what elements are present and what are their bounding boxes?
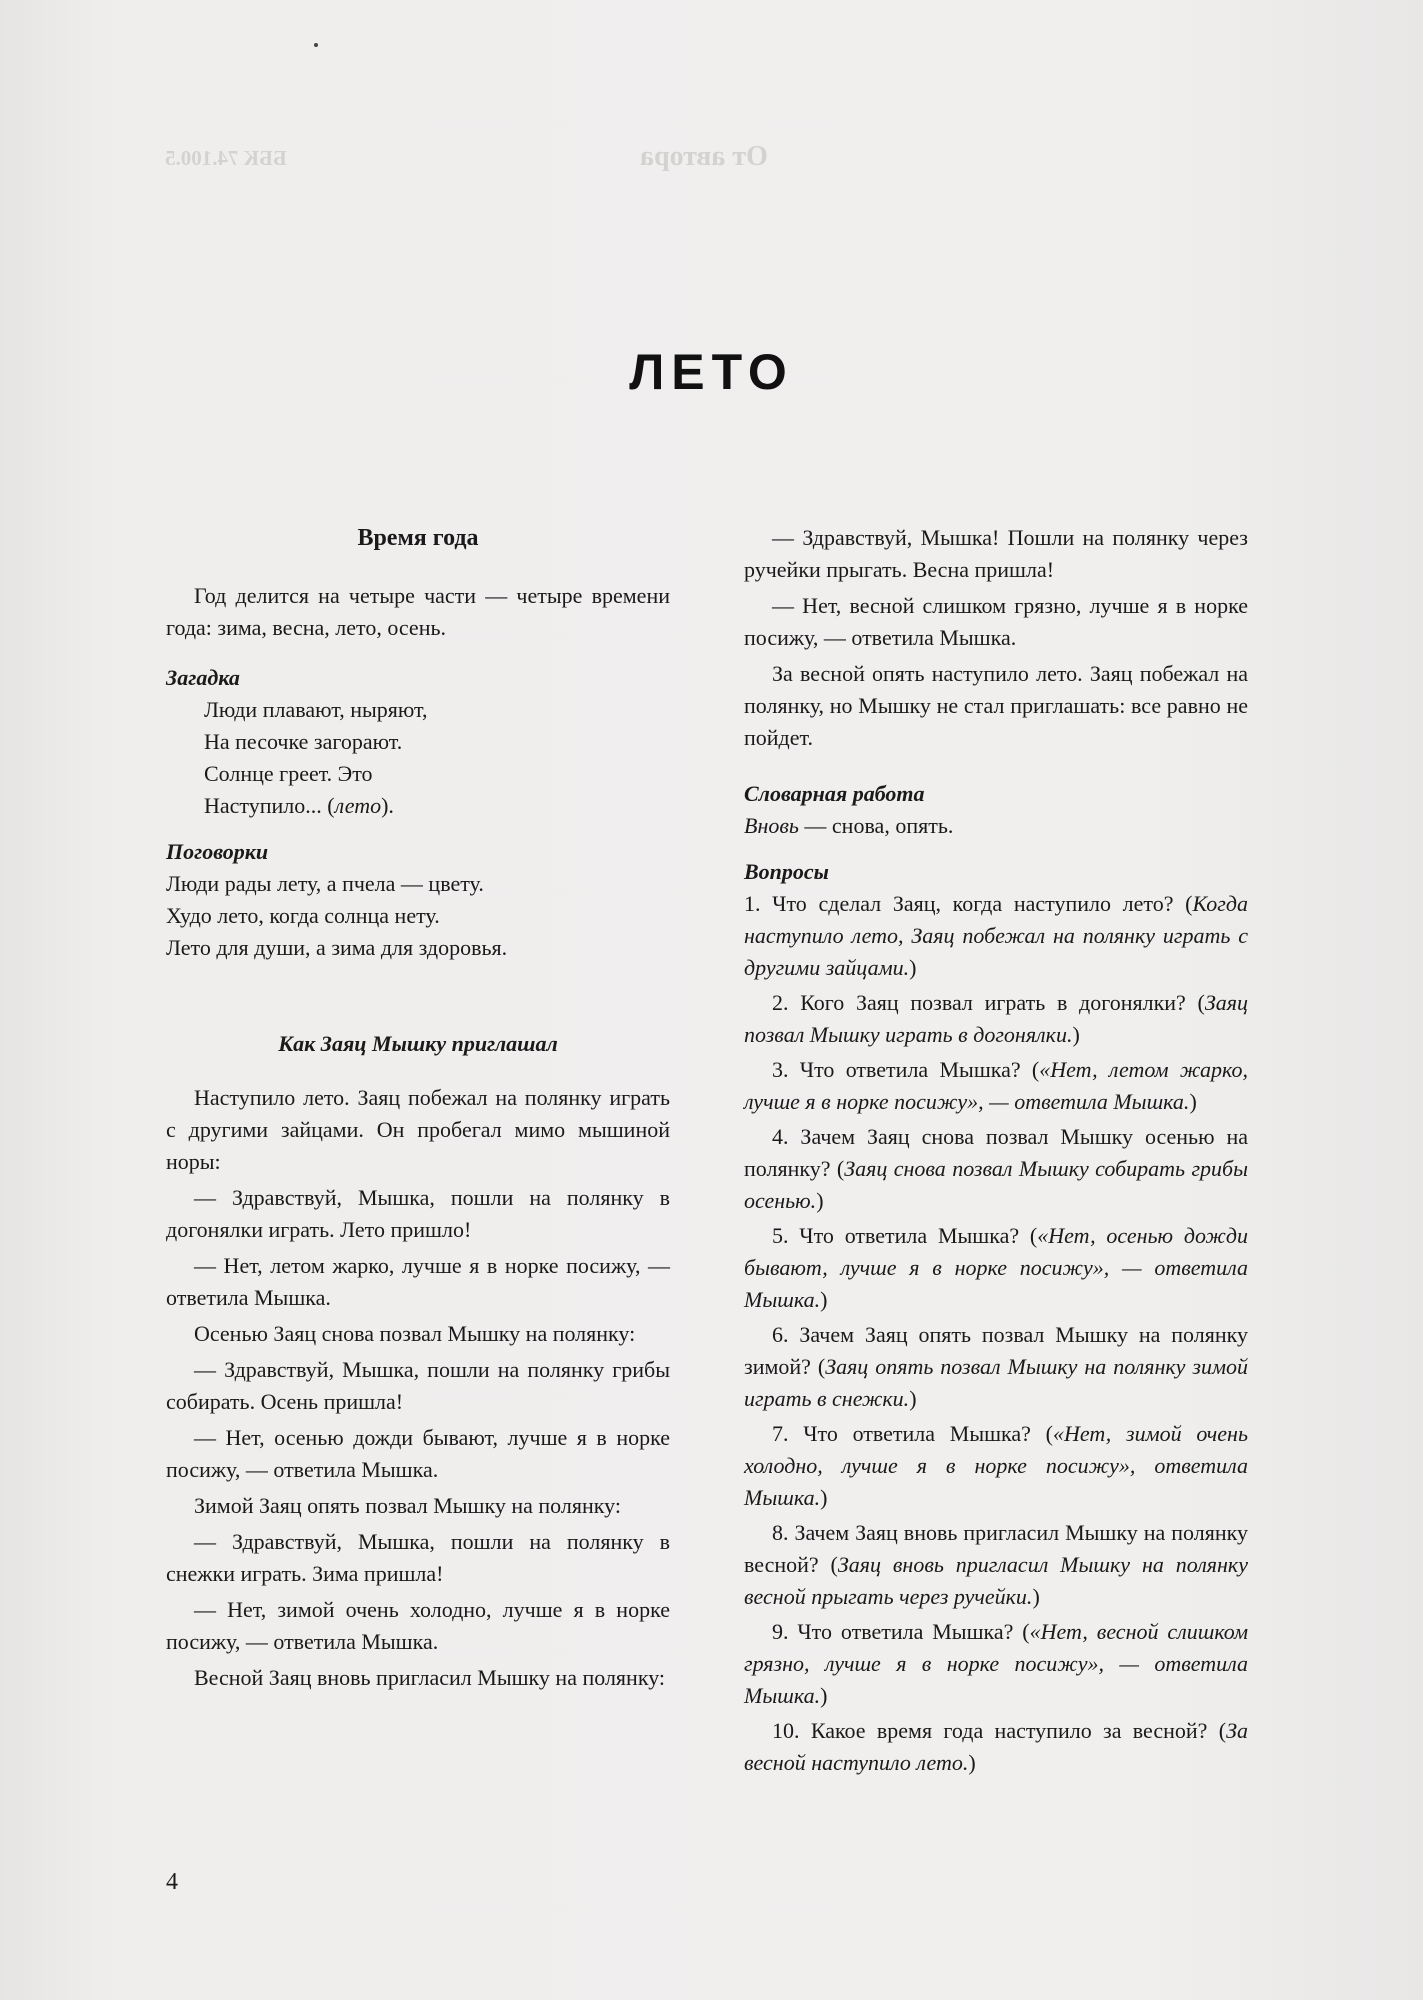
vocab-entry (744, 810, 1248, 842)
questions-list (744, 888, 1248, 1779)
riddle-line: Люди плавают, ныряют, (204, 697, 428, 722)
question-answer: «Нет, летом жарко, лучше я в норке посижу», — ответила Мышка. (744, 1057, 1248, 1114)
question-text: 6. Зачем Заяц опять позвал Мышку на полянку зимой? ( (744, 1322, 1248, 1379)
riddle-answer: лето (334, 793, 382, 818)
riddle-line: На песочке загорают. (204, 729, 403, 754)
story-paragraph: Зимой Заяц опять позвал Мышку на полянку: (194, 1493, 621, 1518)
sayings (166, 868, 670, 964)
vocab-definition: — снова, опять. (798, 813, 954, 838)
story-paragraph: — Нет, зимой очень холодно, лучше я в норке посижу, — ответила Мышка. (166, 1597, 670, 1654)
question-answer: Заяц вновь пригласил Мышку на полянку весной прыгать через ручейки. (744, 1552, 1248, 1609)
question (744, 1517, 1248, 1613)
question-end: ) (820, 1485, 828, 1510)
intro-paragraph: Год делится на четыре части — четыре времени года: зима, весна, лето, осень. (166, 583, 670, 640)
question-end: ) (909, 1386, 917, 1411)
question-text: 2. Кого Заяц позвал играть в догонялки? ( (772, 990, 1205, 1015)
riddle-label: Загадка (166, 665, 240, 690)
left-column (166, 522, 670, 1698)
question (744, 987, 1248, 1051)
question-end: ) (1072, 1022, 1080, 1047)
question-text: 3. Что ответила Мышка? ( (772, 1057, 1040, 1082)
riddle-line (166, 790, 670, 822)
question-text: 5. Что ответила Мышка? ( (772, 1223, 1038, 1248)
question-answer: Когда наступило лето, Заяц побежал на полянку играть с другими зайцами. (744, 891, 1248, 980)
question (744, 1054, 1248, 1118)
saying: Лето для души, а зима для здоровья. (166, 935, 508, 960)
story-paragraph: — Здравствуй, Мышка, пошли на полянку в снежки играть. Зима пришла! (166, 1529, 670, 1586)
question-text: 8. Зачем Заяц вновь пригласил Мышку на полянку весной? ( (744, 1520, 1248, 1577)
question-text: 7. Что ответила Мышка? ( (772, 1421, 1053, 1446)
story-paragraph: — Здравствуй, Мышка! Пошли на полянку через ручейки прыгать. Весна пришла! (744, 525, 1248, 582)
question (744, 1121, 1248, 1217)
question-answer: Заяц снова позвал Мышку собирать грибы осенью. (744, 1156, 1248, 1213)
page-number: 4 (166, 1869, 178, 1895)
question-end: ) (1189, 1089, 1197, 1114)
question (744, 1220, 1248, 1316)
question-end: ) (820, 1287, 828, 1312)
question (744, 1319, 1248, 1415)
bleed-through-heading: От автора (640, 141, 768, 172)
page-title: ЛЕТО (629, 344, 794, 400)
riddle-line: Солнце греет. Это (204, 761, 373, 786)
ink-dot (314, 43, 318, 47)
question-end: ) (1032, 1584, 1040, 1609)
riddle-text: Наступило... ( (204, 793, 335, 818)
story-paragraph: Весной Заяц вновь пригласил Мышку на полянку: (194, 1665, 666, 1690)
questions-label: Вопросы (744, 859, 829, 884)
story-paragraph: Наступило лето. Заяц побежал на полянку играть с другими зайцами. Он пробегал мимо мышиной норы: (166, 1085, 670, 1174)
story-paragraph: Осенью Заяц снова позвал Мышку на полянку: (194, 1321, 636, 1346)
question-answer: За весной наступило лето. (744, 1718, 1248, 1775)
question-answer: «Нет, осенью дожди бывают, лучше я в норке посижу», — ответила Мышка. (744, 1223, 1248, 1312)
question (744, 1616, 1248, 1712)
question-answer: Заяц позвал Мышку играть в догонялки. (744, 990, 1248, 1047)
question-end: ) (816, 1188, 824, 1213)
question-text: 9. Что ответила Мышка? ( (772, 1619, 1030, 1644)
vocab-label: Словарная работа (744, 781, 925, 806)
question (744, 1418, 1248, 1514)
question-text: 1. Что сделал Заяц, когда наступило лето? ( (744, 891, 1193, 916)
story-paragraph: За весной опять наступило лето. Заяц побежал на полянку, но Мышку не стал приглашать: все равно не пойдет. (744, 661, 1248, 750)
question-answer: «Нет, зимой очень холодно, лучше я в норке посижу», ответила Мышка. (744, 1421, 1248, 1510)
saying: Худо лето, когда солнца нету. (166, 903, 440, 928)
story-continuation (744, 522, 1248, 754)
right-column (744, 522, 1248, 1782)
question (744, 888, 1248, 984)
saying: Люди рады лету, а пчела — цвету. (166, 871, 484, 896)
question-answer: Заяц опять позвал Мышку на полянку зимой играть в снежки. (744, 1354, 1248, 1411)
question-end: ) (968, 1750, 976, 1775)
story-title: Как Заяц Мышку приглашал (278, 1031, 558, 1056)
question-end: ) (909, 955, 917, 980)
question-text: 10. Какое время года наступило за весной? ( (772, 1718, 1227, 1743)
story-paragraph: — Здравствуй, Мышка, пошли на полянку в догонялки играть. Лето пришло! (166, 1185, 670, 1242)
riddle (166, 694, 670, 822)
riddle-end: ). (381, 793, 394, 818)
question-answer: «Нет, весной слишком грязно, лучше я в норке посижу», — ответила Мышка. (744, 1619, 1248, 1708)
vocab-word: Вновь (744, 813, 799, 838)
question-text: 4. Зачем Заяц снова позвал Мышку осенью на полянку? ( (744, 1124, 1248, 1181)
story-paragraph: — Нет, весной слишком грязно, лучше я в норке посижу, — ответила Мышка. (744, 593, 1248, 650)
story-paragraph: — Здравствуй, Мышка, пошли на полянку грибы собирать. Осень пришла! (166, 1357, 670, 1414)
sayings-label: Поговорки (166, 839, 269, 864)
section-heading: Время года (357, 525, 479, 551)
story-paragraph: — Нет, летом жарко, лучше я в норке посижу, — ответила Мышка. (166, 1253, 670, 1310)
question-end: ) (820, 1683, 828, 1708)
question (744, 1715, 1248, 1779)
story (166, 1082, 670, 1694)
bleed-through-bbk: ББК 74.100.5 (165, 146, 287, 170)
story-paragraph: — Нет, осенью дожди бывают, лучше я в норке посижу, — ответила Мышка. (166, 1425, 670, 1482)
